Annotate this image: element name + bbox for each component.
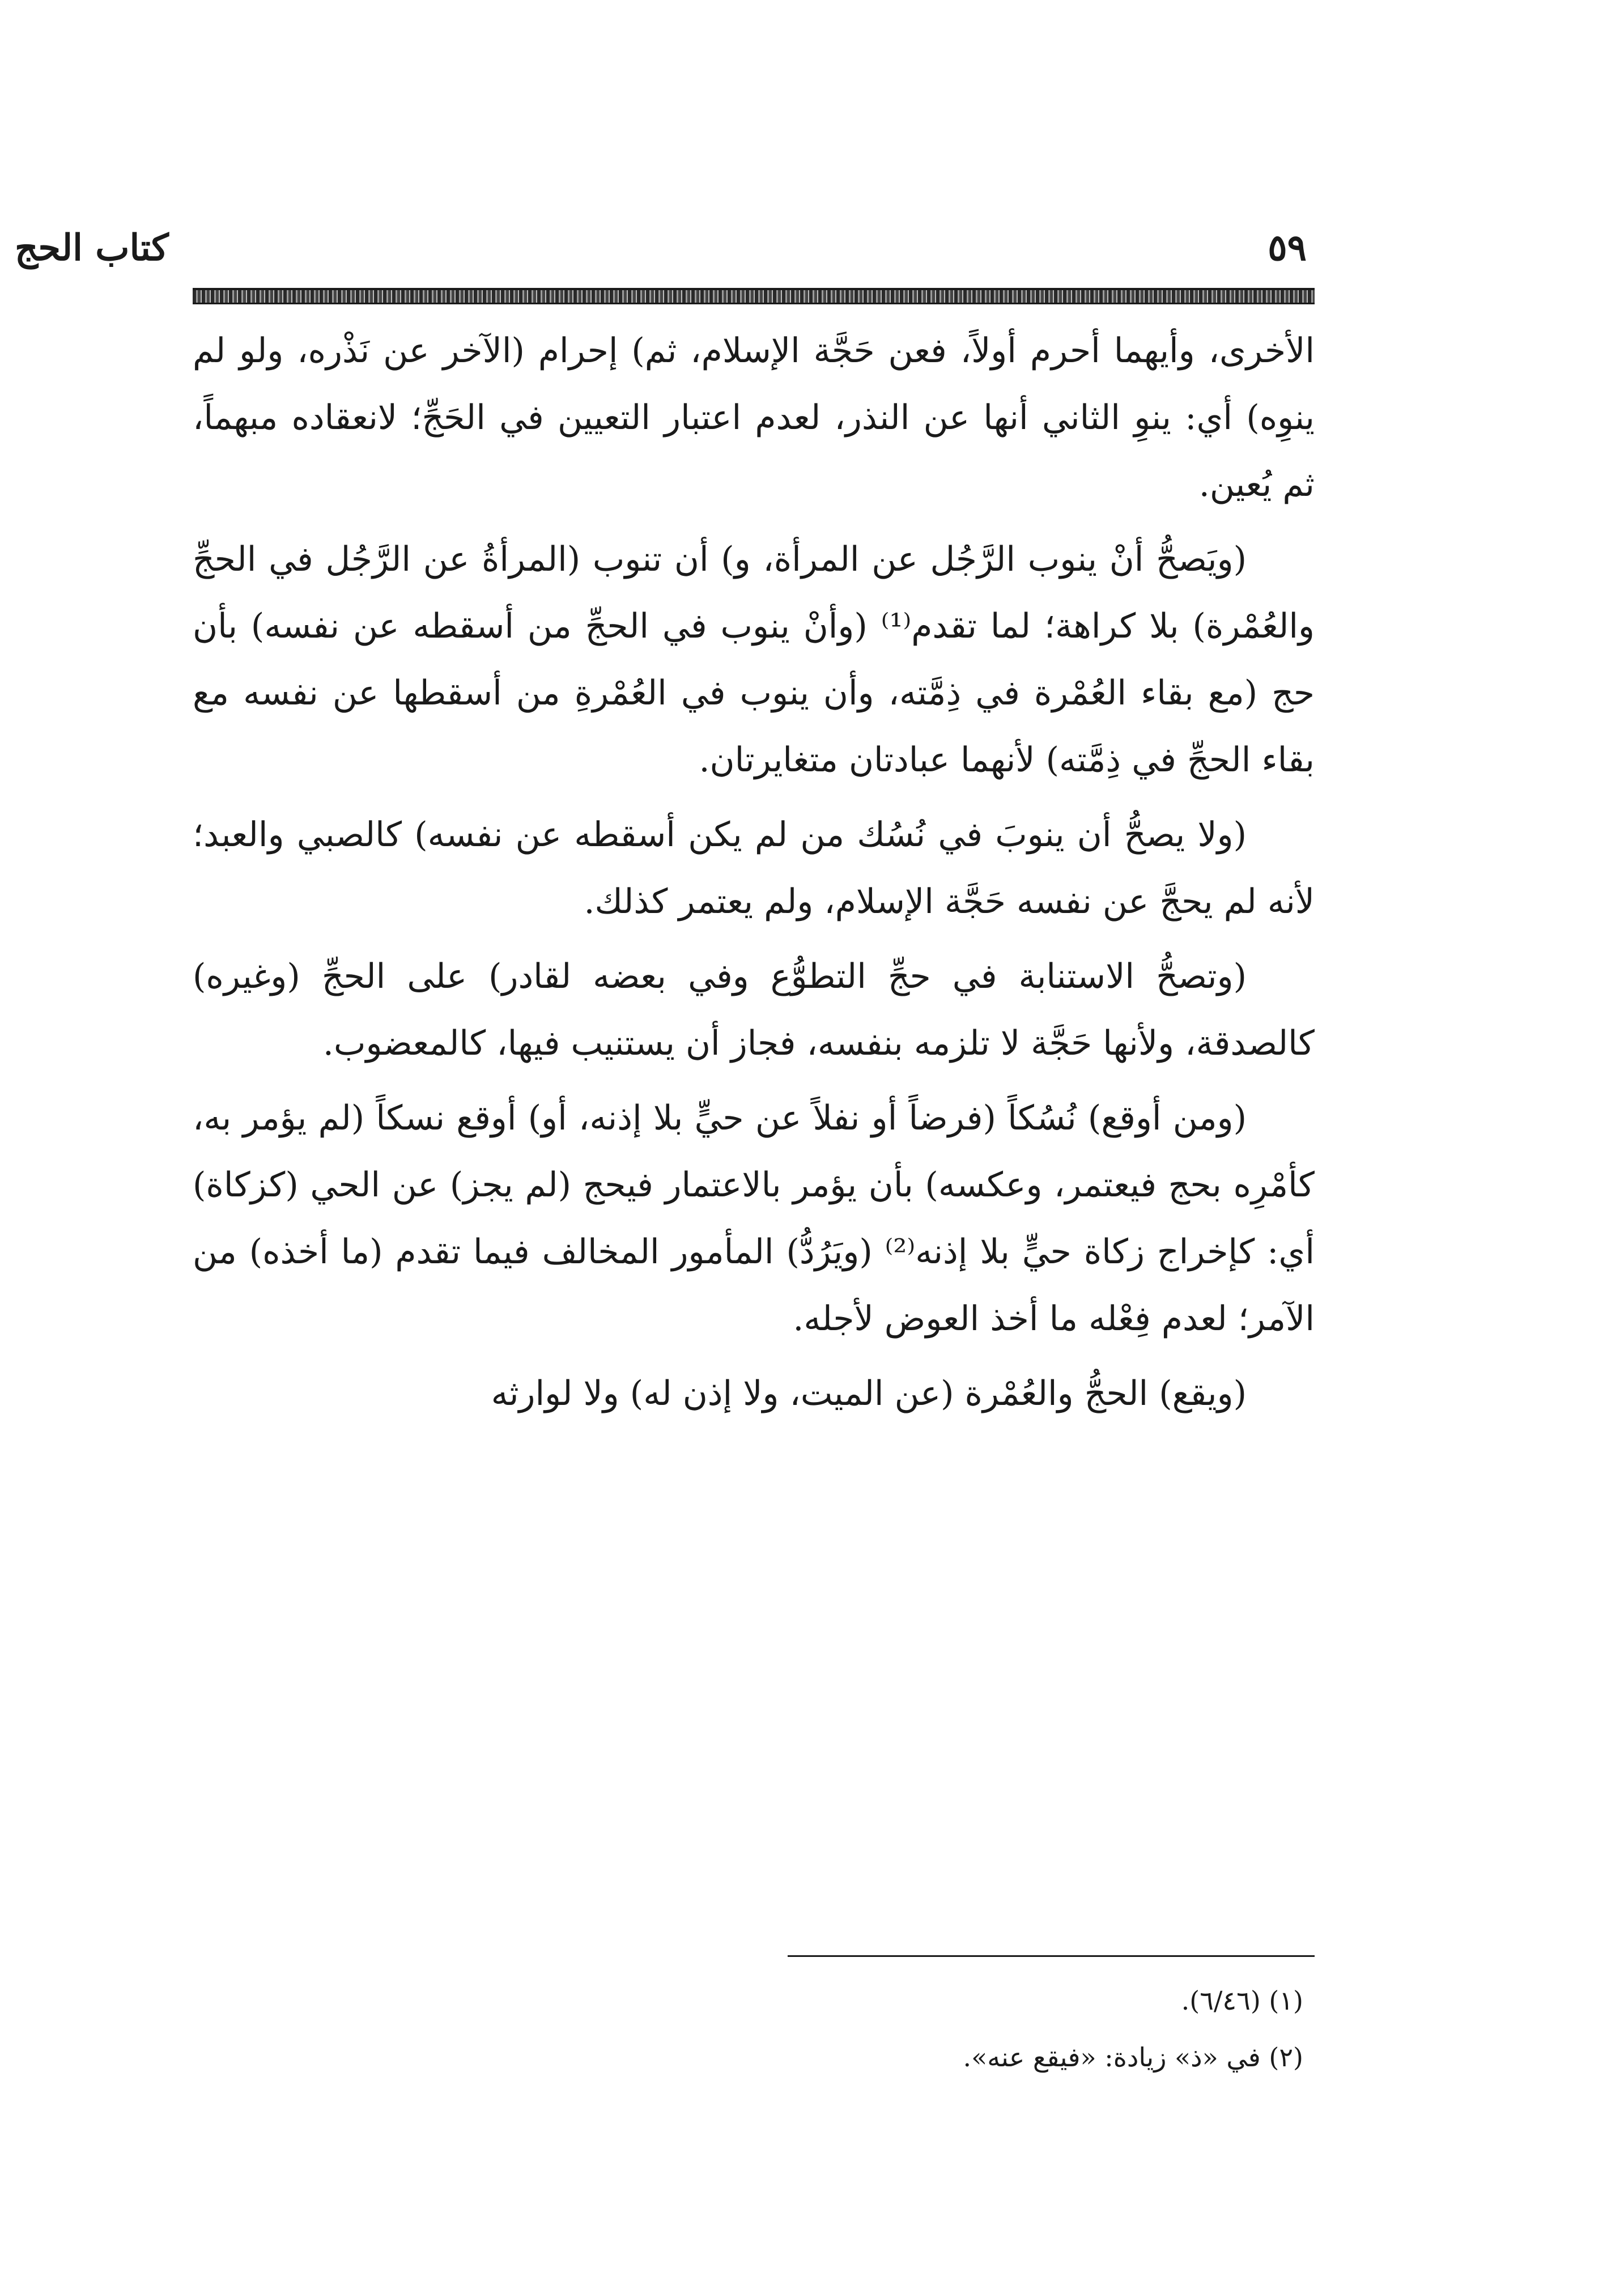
paragraph: (وتصحُّ الاستنابة في حجِّ التطوُّع وفي بعضه لقادر) على الحجِّ (وغيره) كالصدقة، ولأنها حَجَّة لا تلزمه بنفسه، فجاز أن يستنيب فيها، كالمعضوب. — [193, 957, 1315, 1063]
footnote-2: (٢) في «ذ» زيادة: «فيقع عنه». — [963, 2042, 1303, 2073]
running-header-title: كتاب الحج — [15, 227, 169, 269]
header-divider — [193, 288, 1315, 304]
footnotes — [193, 1972, 1315, 2086]
footnote-1: (١) (٦/٤٦). — [1181, 1985, 1303, 2016]
paragraph: (ومن أوقع) نُسُكاً (فرضاً أو نفلاً عن حيٍّ بلا إذنه، أو) أوقع نسكاً (لم يؤمر به، كأمْرِه بحج فيعتمر، وعكسه) بأن يؤمر بالاعتمار فيحج (لم يجز) عن الحي (كزكاة) أي: كإخراج زكاة حيٍّ بلا إذنه⁽²⁾ (ويَرُدُّ) المأمور المخالف فيما تقدم (ما أخذه) من الآمر؛ لعدم فِعْله ما أخذ العوض لأجله. — [193, 1098, 1315, 1339]
paragraph-continuation: الأخرى، وأيهما أحرم أولاً، فعن حَجَّة الإسلام، ثم) إحرام (الآخر عن نَذْره، ولو لم ينوِه) أي: ينوِ الثاني أنها عن النذر، لعدم اعتبار التعيين في الحَجِّ؛ لانعقاده مبهماً، ثم يُعين. — [193, 331, 1315, 504]
paragraph: (ولا يصحُّ أن ينوبَ في نُسُك من لم يكن أسقطه عن نفسه) كالصبي والعبد؛ لأنه لم يحجَّ عن نفسه حَجَّة الإسلام، ولم يعتمر كذلك. — [193, 815, 1315, 922]
footnote-divider — [788, 1955, 1315, 1957]
paragraph: (ويقع) الحجُّ والعُمْرة (عن الميت، ولا إذن له) ولا لوارثه — [491, 1374, 1247, 1413]
main-text — [193, 317, 1315, 1435]
paragraph: (ويَصحُّ أنْ ينوب الرَّجُل عن المرأة، و) أن تنوب (المرأةُ عن الرَّجُل في الحجِّ والعُمْرة) بلا كراهة؛ لما تقدم⁽¹⁾ (وأنْ ينوب في الحجِّ من أسقطه عن نفسه) بأن حج (مع بقاء العُمْرة في ذِمَّته، وأن ينوب في العُمْرةِ من أسقطها عن نفسه مع بقاء الحجِّ في ذِمَّته) لأنهما عبادتان متغايرتان. — [193, 540, 1315, 780]
page-number: ٥٩ — [1268, 227, 1307, 269]
